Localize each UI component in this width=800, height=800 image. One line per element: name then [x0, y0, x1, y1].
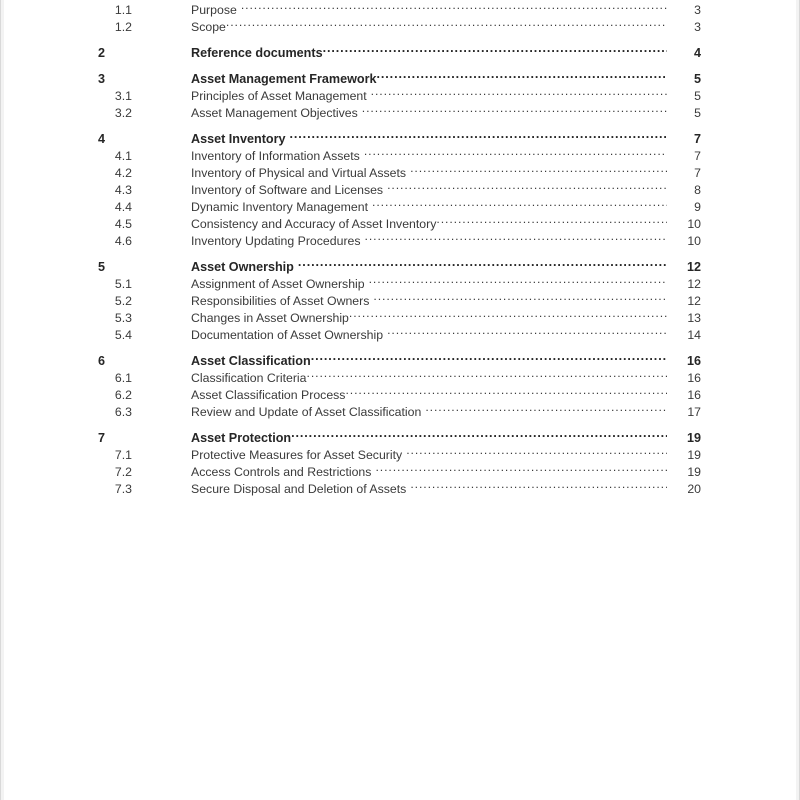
- toc-entry-title: Asset Classification Process: [191, 388, 346, 402]
- toc-entry-title: Responsibilities of Asset Owners: [191, 294, 370, 308]
- toc-entry-title: Asset Ownership: [191, 260, 294, 274]
- toc-entry-page-number: 7: [694, 166, 701, 180]
- toc-entry-title: Asset Management Objectives: [191, 106, 358, 120]
- toc-entry-page-number: 17: [687, 405, 701, 419]
- toc-dot-leader: [425, 399, 667, 416]
- toc-entry-title: Dynamic Inventory Management: [191, 200, 369, 214]
- toc-entry-number: 3: [97, 72, 105, 86]
- toc-entry-page-number: 5: [694, 89, 701, 103]
- toc-dot-leader: [307, 365, 668, 382]
- toc-entry-page-number: 10: [687, 217, 701, 231]
- toc-entry[interactable]: [1, 254, 800, 274]
- toc-entry[interactable]: [1, 425, 800, 445]
- toc-entry-title: Asset Inventory: [191, 132, 286, 146]
- toc-entry-number: 4.1: [114, 149, 132, 163]
- toc-dot-leader: [345, 382, 667, 399]
- toc-entry-title: Asset Classification: [191, 354, 311, 368]
- toc-entry-title: Review and Update of Asset Classification: [191, 405, 422, 419]
- toc-entry-title: Access Controls and Restrictions: [191, 465, 372, 479]
- toc-entry-page-number: 10: [687, 234, 701, 248]
- toc-dot-leader: [226, 14, 667, 31]
- toc-entry-number: 6.2: [114, 388, 132, 402]
- toc-dot-leader: [375, 459, 667, 476]
- toc-entry-title: Inventory Updating Procedures: [191, 234, 361, 248]
- toc-entry-title: Reference documents: [191, 46, 323, 60]
- toc-entry-title: Inventory of Information Assets: [191, 149, 360, 163]
- toc-entry-number: 4.3: [114, 183, 132, 197]
- toc-entry-title: Inventory of Software and Licenses: [191, 183, 384, 197]
- toc-dot-leader: [410, 476, 667, 493]
- toc-entry-number: 4.6: [114, 234, 132, 248]
- toc-dot-leader: [410, 160, 667, 177]
- toc-entry-number: 6.1: [114, 371, 132, 385]
- toc-dot-leader: [371, 83, 667, 100]
- toc-dot-leader: [406, 442, 667, 459]
- toc-entry-number: 3.1: [114, 89, 132, 103]
- toc-entry-page-number: 13: [687, 311, 701, 325]
- toc-entry[interactable]: [1, 0, 800, 17]
- toc-entry-number: 5.4: [114, 328, 132, 342]
- toc-entry[interactable]: [1, 126, 800, 146]
- toc-entry-title: Classification Criteria: [191, 371, 307, 385]
- toc-entry-title: Consistency and Accuracy of Asset Inventory: [191, 217, 437, 231]
- toc-entry-page-number: 7: [694, 149, 701, 163]
- toc-entry-number: 5: [97, 260, 105, 274]
- toc-entry-page-number: 5: [694, 106, 701, 120]
- toc-dot-leader: [365, 228, 667, 245]
- toc-entry-number: 7.3: [114, 482, 132, 496]
- toc-entry-title: Asset Protection: [191, 431, 292, 445]
- toc-entry-number: 7.2: [114, 465, 132, 479]
- toc-entry-number: 7.1: [114, 448, 132, 462]
- toc-entry-title: Secure Disposal and Deletion of Assets: [191, 482, 407, 496]
- toc-entry-page-number: 16: [686, 354, 701, 368]
- toc-dot-leader: [291, 425, 667, 442]
- toc-entry-page-number: 3: [694, 20, 701, 34]
- toc-dot-leader: [241, 0, 667, 14]
- toc-dot-leader: [323, 40, 667, 57]
- toc-entry-page-number: 19: [687, 448, 701, 462]
- toc-entry-page-number: 4: [693, 46, 701, 60]
- toc-entry-page-number: 7: [693, 132, 701, 146]
- table-of-contents: [1, 0, 800, 496]
- toc-entry-title: Assignment of Asset Ownership: [191, 277, 365, 291]
- toc-entry-page-number: 9: [694, 200, 701, 214]
- toc-entry-page-number: 12: [687, 294, 701, 308]
- toc-entry-number: 1.2: [114, 20, 132, 34]
- toc-entry-page-number: 14: [687, 328, 701, 342]
- toc-dot-leader: [362, 100, 667, 117]
- toc-entry-number: 4: [97, 132, 105, 146]
- toc-dot-leader: [298, 254, 667, 271]
- toc-entry-page-number: 19: [686, 431, 701, 445]
- toc-entry-number: 4.2: [114, 166, 132, 180]
- toc-entry-number: 6.3: [114, 405, 132, 419]
- toc-entry-title: Scope: [191, 20, 226, 34]
- toc-dot-leader: [436, 211, 667, 228]
- toc-entry[interactable]: [1, 40, 800, 60]
- toc-entry-number: 1.1: [114, 3, 132, 17]
- toc-entry-number: 5.2: [114, 294, 132, 308]
- toc-entry-page-number: 3: [694, 3, 701, 17]
- toc-entry-number: 5.3: [114, 311, 132, 325]
- toc-entry-number: 4.5: [114, 217, 132, 231]
- toc-dot-leader: [311, 348, 667, 365]
- toc-entry-page-number: 12: [687, 277, 701, 291]
- toc-entry-number: 6: [97, 354, 105, 368]
- toc-entry-page-number: 19: [687, 465, 701, 479]
- toc-entry-page-number: 8: [694, 183, 701, 197]
- toc-entry-title: Changes in Asset Ownership: [191, 311, 349, 325]
- toc-entry-page-number: 16: [687, 388, 701, 402]
- toc-dot-leader: [369, 271, 667, 288]
- toc-dot-leader: [387, 177, 667, 194]
- toc-entry-number: 3.2: [114, 106, 132, 120]
- toc-dot-leader: [376, 66, 667, 83]
- toc-dot-leader: [373, 288, 667, 305]
- toc-dot-leader: [349, 305, 667, 322]
- toc-entry[interactable]: [1, 66, 800, 86]
- toc-entry-number: 5.1: [114, 277, 132, 291]
- toc-entry-title: Principles of Asset Management: [191, 89, 367, 103]
- toc-entry-title: Inventory of Physical and Virtual Assets: [191, 166, 407, 180]
- toc-entry-page-number: 20: [687, 482, 701, 496]
- toc-dot-leader: [372, 194, 667, 211]
- toc-entry-title: Asset Management Framework: [191, 72, 377, 86]
- toc-entry-page-number: 16: [687, 371, 701, 385]
- toc-entry-title: Documentation of Asset Ownership: [191, 328, 384, 342]
- toc-entry[interactable]: [1, 348, 800, 368]
- toc-entry-page-number: 12: [686, 260, 701, 274]
- toc-entry-title: Protective Measures for Asset Security: [191, 448, 403, 462]
- toc-entry-number: 7: [97, 431, 105, 445]
- toc-entry-number: 4.4: [114, 200, 132, 214]
- toc-entry-page-number: 5: [693, 72, 701, 86]
- toc-dot-leader: [387, 322, 667, 339]
- toc-dot-leader: [364, 143, 667, 160]
- toc-entry-number: 2: [97, 46, 105, 60]
- toc-entry-title: Purpose: [191, 3, 237, 17]
- toc-dot-leader: [289, 126, 667, 143]
